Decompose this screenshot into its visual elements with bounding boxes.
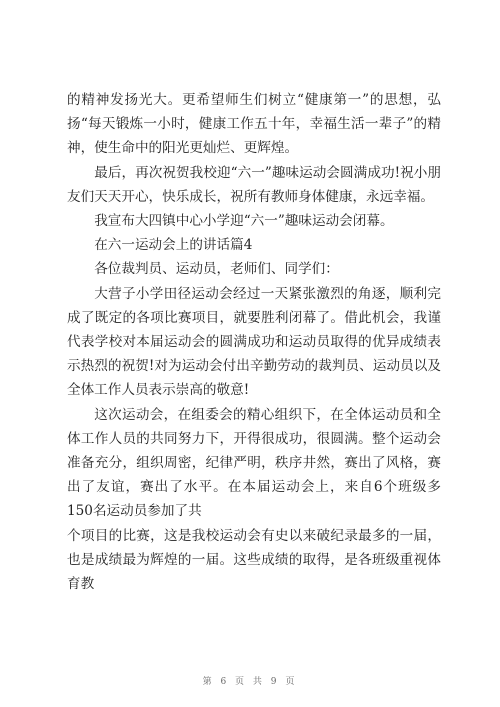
document-body xyxy=(67,88,441,596)
paragraph: 的精神发扬光大。更希望师生们树立“健康第一”的思想，弘扬“每天锻炼一小时，健康工作五十年，幸福生活一辈子”的精神，使生命中的阳光更灿烂、更辉煌。 xyxy=(67,92,441,157)
paragraph: 这次运动会，在组委会的精心组织下，在全体运动员和全体工作人员的共同努力下，开得很成功，很圆满。整个运动会准备充分，组织周密，纪律严明，秩序井然，赛出了风格，赛出了友谊，赛出了水平。在本届运动会上，来自6个班级多150名运动员参加了共 xyxy=(67,406,441,520)
paragraph: 最后，再次祝贺我校迎“六一”趣味运动会圆满成功!祝小朋友们天天开心，快乐成长，祝所有教师身体健康，永远幸福。 xyxy=(67,164,441,205)
paragraph: 我宣布大四镇中心小学迎“六一”趣味运动会闭幕。 xyxy=(94,213,394,230)
paragraph: 个项目的比赛，这是我校运动会有史以来破纪录最多的一届，也是成绩最为辉煌的一届。这些成绩的取得，是各班级重视体育教 xyxy=(67,527,441,593)
section-heading: 在六一运动会上的讲话篇4 xyxy=(94,237,253,254)
salutation: 各位裁判员、运动员，老师们、同学们： xyxy=(94,261,339,278)
paragraph: 大营子小学田径运动会经过一天紧张激烈的角逐，顺利完成了既定的各项比赛项目，就要胜利闭幕了。借此机会，我谨代表学校对本届运动会的圆满成功和运动员取得的优异成绩表示热烈的祝贺!对为运动会付出辛勤劳动的裁判员、运动员以及全体工作人员表示崇高的敬意! xyxy=(67,285,441,399)
page-number-footer: 第 6 页 共 9 页 xyxy=(202,677,298,687)
